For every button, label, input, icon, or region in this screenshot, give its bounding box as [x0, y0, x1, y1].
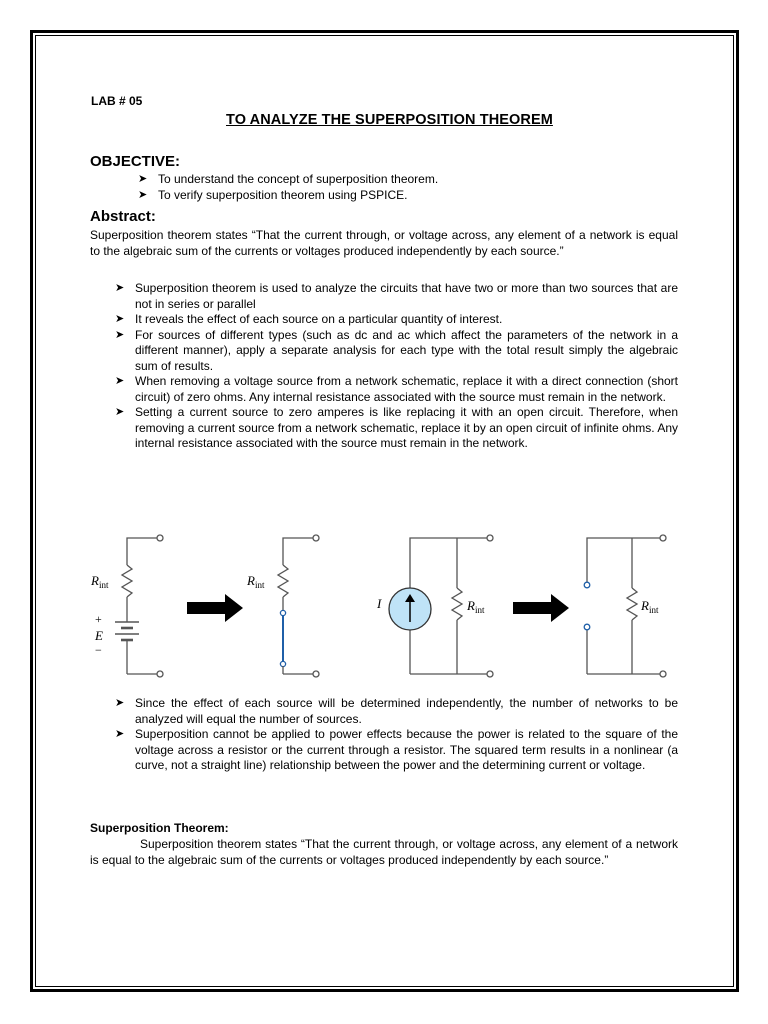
- abstract-heading: Abstract:: [90, 208, 156, 225]
- lab-number: LAB # 05: [91, 94, 143, 108]
- right-arrowhead-icon: ➤: [115, 328, 125, 341]
- right-arrow-icon: [513, 594, 569, 622]
- abstract-bullets: [115, 281, 678, 452]
- list-item: ➤ It reveals the effect of each source on a particular quantity of interest.: [115, 312, 503, 326]
- list-item: ➤ Superposition cannot be applied to power effects because the power is related to the square of the voltage across a resistor or the current through a resistor. The squared term results in a nonlinear (a curve, not a straight line) relationship between the power and the determining current or voltage.: [115, 727, 678, 772]
- right-arrowhead-icon: ➤: [115, 313, 125, 325]
- right-arrowhead-icon: ➤: [115, 728, 125, 740]
- r-int-label: $R_{int}$: [641, 598, 659, 615]
- plus-sign: +: [95, 612, 102, 626]
- list-item: ➤ To verify superposition theorem using PSPICE.: [138, 188, 408, 202]
- list-item: ➤ For sources of different types (such as dc and ac which affect the parameters of the network in a different manner), apply a separate analysis for each type with the total result simply the algebraic sum of results.: [115, 327, 678, 373]
- right-arrowhead-icon: ➤: [138, 189, 148, 201]
- list-item: ➤ To understand the concept of superposition theorem.: [138, 172, 439, 186]
- list-item: ➤ When removing a voltage source from a network schematic, replace it with a direct connection (short circuit) of zero ohms. Any internal resistance associated with the source must remain in the network.: [115, 374, 678, 404]
- page-title: TO ANALYZE THE SUPERPOSITION THEOREM: [226, 112, 553, 128]
- right-arrowhead-icon: ➤: [138, 173, 148, 185]
- e-label: E: [95, 628, 103, 643]
- objective-heading: OBJECTIVE:: [90, 153, 181, 170]
- right-arrowhead-icon: ➤: [115, 697, 125, 709]
- right-arrow-icon: [187, 594, 243, 622]
- right-arrowhead-icon: ➤: [115, 406, 125, 418]
- minus-sign: −: [95, 643, 102, 657]
- objective-list: [138, 171, 439, 203]
- right-arrowhead-icon: ➤: [115, 282, 125, 294]
- source-removal-diagram: [85, 530, 685, 685]
- superposition-text: Superposition theorem states “That the current through, or voltage across, any element of a network is equal to the algebraic sum of the currents or voltages produced independently by each source.”: [90, 837, 678, 867]
- shorted-source-circuit: [278, 535, 319, 677]
- superposition-heading: Superposition Theorem:: [90, 821, 229, 835]
- list-item: ➤ Setting a current source to zero amperes is like replacing it with an open circuit. Therefore, when removing a current source from a network schematic, replace it by an open circuit of infinite ohms. Any internal resistance associated with the source must remain in the network.: [115, 405, 678, 450]
- r-int-label: $R_{int}$: [247, 573, 265, 590]
- list-item: ➤ Since the effect of each source will be determined independently, the number of networks to be analyzed will equal the number of sources.: [115, 696, 678, 726]
- list-item: ➤ Superposition theorem is used to analyze the circuits that have two or more than two sources that are not in series or parallel: [115, 281, 678, 311]
- right-arrowhead-icon: ➤: [115, 375, 125, 387]
- r-int-label: $R_{int}$: [91, 573, 109, 590]
- abstract-intro: Superposition theorem states “That the current through, or voltage across, any element of a network is equal to the algebraic sum of the currents or voltages produced independently by each source.”: [90, 228, 678, 258]
- i-label: I: [377, 596, 382, 611]
- voltage-source-circuit: [115, 535, 163, 677]
- abstract-bullets-after: [115, 696, 678, 774]
- r-int-label: $R_{int}$: [467, 598, 485, 615]
